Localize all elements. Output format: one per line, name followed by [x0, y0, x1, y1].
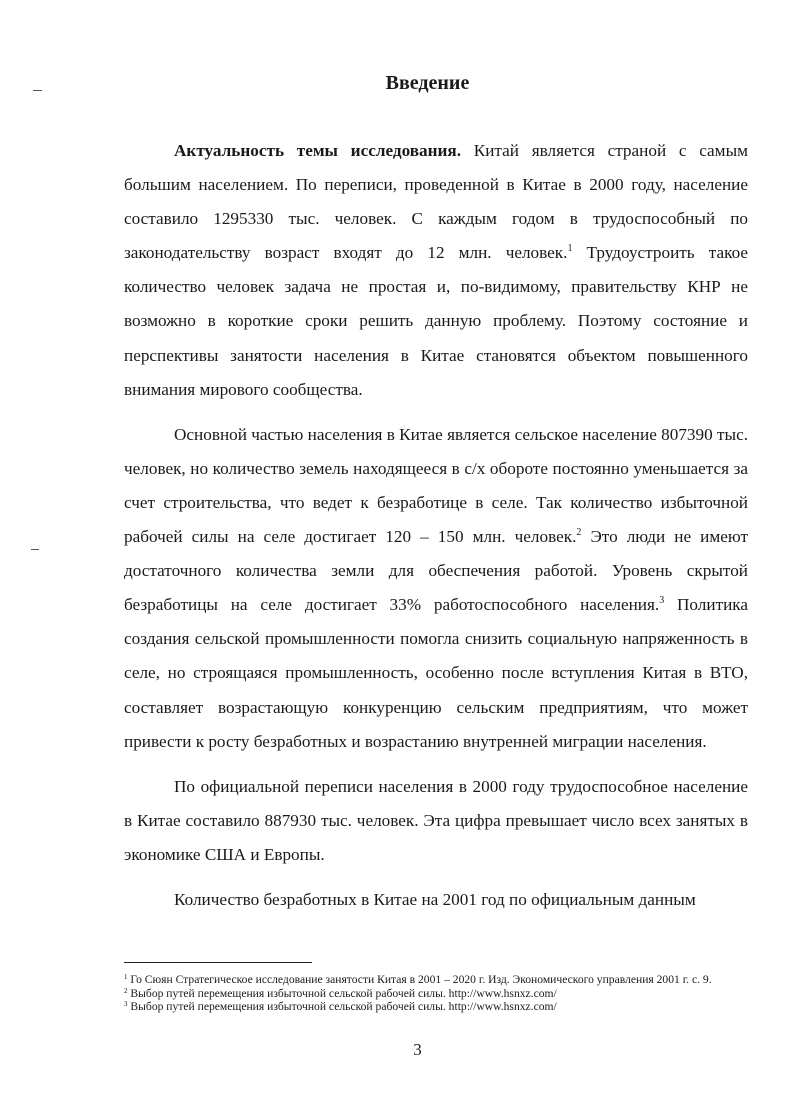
- footnote-number: 1: [124, 973, 128, 981]
- paragraph-1: [124, 134, 748, 407]
- paragraph-text: Это люди не имеют достаточного количества земли для обеспечения работой. Уровень скрытой безработицы на селе достигает 33% работоспособного населения.: [124, 527, 748, 615]
- footnote-number: 3: [124, 1000, 128, 1009]
- footnote-divider: [124, 962, 312, 963]
- page-number: 3: [413, 1040, 422, 1059]
- paragraph-lead: Актуальность темы исследования.: [174, 141, 462, 160]
- footnote-text: Го Сюян Стратегическое исследование занятости Китая в 2001 – 2020 г. Изд. Экономического управления 2001 г. с. 9.: [127, 973, 712, 986]
- footnote-text: Выбор путей перемещения избыточной сельской рабочей силы. http://www.hsnxz.com/: [127, 1000, 557, 1014]
- paragraph-text: Основной частью населения в Китае является сельское население 807390 тыс. человек, но количество земель находящееся в с/х обороте постоянно уменьшается за счет строительства, что ведет к безработице в селе. Так количество избыточной рабочей силы на селе достигает 120 – 150 млн. человек.: [124, 424, 748, 547]
- paragraph-2: [124, 418, 748, 759]
- paragraph-text: Трудоустроить такое количество человек задача не простая и, по-видимому, правительству КНР не возможно в короткие сроки решить данную проблему. Поэтому состояние и перспективы занятости населения в Китае становятся объектом повышенного внимания мирового сообщества.: [124, 243, 749, 399]
- footnote-ref: 1: [567, 243, 573, 255]
- paragraph-3: По официальной переписи населения в 2000 году трудоспособное население в Китае составило 887930 тыс. человек. Эта цифра превышает число всех занятых в экономике США и Европы.: [124, 776, 748, 864]
- page-title: Введение: [385, 72, 470, 94]
- body-text: [124, 134, 748, 917]
- footnote-1: [124, 973, 748, 987]
- paragraph-text: Политика создания сельской промышленности помогла снизить социальную напряженность в селе, но строящаяся промышленность, особенно после вступления Китая в ВТО, составляет возрастающую конкуренцию сельским предприятиям, что может привести к росту безработных и возрастанию внутренней миграции населения.: [124, 595, 748, 751]
- footnote-ref: 2: [576, 527, 582, 539]
- paragraph-4: Количество безработных в Китае на 2001 год по официальным данным: [174, 889, 696, 909]
- footnote-ref: 3: [659, 595, 665, 607]
- footnote-text: Выбор путей перемещения избыточной сельской рабочей силы. http://www.hsnxz.com/: [127, 986, 557, 1000]
- paragraph-text: Китай является страной с самым большим населением. По переписи, проведенной в Китае в 2000 году, население составило 1295330 тыс. человек. С каждым годом в трудоспособный по законодательству возраст входят до 12 млн. человек.: [124, 141, 748, 263]
- footnotes: [124, 973, 748, 1014]
- footnote-number: 2: [124, 986, 128, 995]
- footnote-2: [124, 987, 748, 1001]
- scan-mark: [31, 549, 39, 550]
- footnote-3: [124, 1000, 748, 1014]
